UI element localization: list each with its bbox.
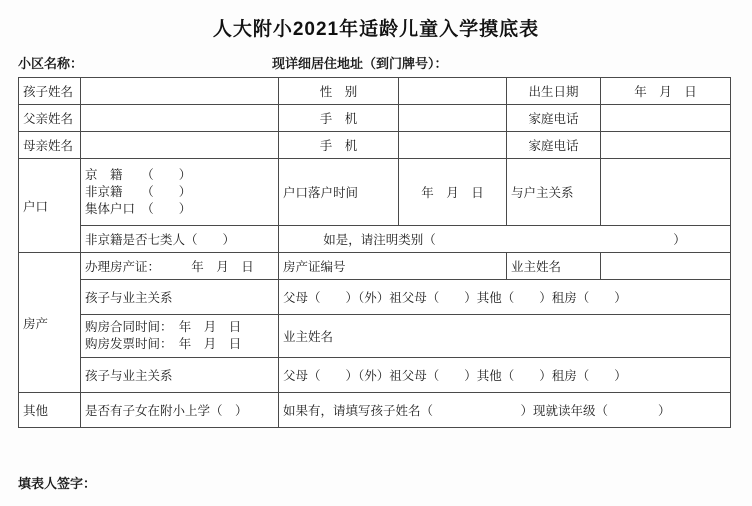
seven-types-note[interactable]: 如是，请注明类别（ ） <box>279 226 731 253</box>
mother-name-label: 母亲姓名 <box>19 132 81 159</box>
table-row <box>19 358 731 393</box>
page-title: 人大附小2021年适龄儿童入学摸底表 <box>212 19 540 40</box>
table-row <box>19 105 731 132</box>
subhead-row <box>0 49 752 75</box>
home-phone-label-2: 家庭电话 <box>507 132 601 159</box>
table-row <box>19 132 731 159</box>
property-cert-date-label[interactable]: 办理房产证： 年 月 日 <box>81 253 279 280</box>
mother-mobile-field[interactable] <box>399 132 507 159</box>
community-name-label: 小区名称： <box>18 56 84 71</box>
survey-table <box>18 77 731 428</box>
purchase-contract-date-label[interactable]: 购房合同时间： 年 月 日 <box>85 320 242 334</box>
owner-name-label-1: 业主姓名 <box>507 253 601 280</box>
hukou-options[interactable] <box>81 159 279 226</box>
seven-types-label[interactable]: 非京籍是否七类人（ ） <box>81 226 279 253</box>
table-row <box>19 280 731 315</box>
table-row <box>19 159 731 226</box>
hukou-option-beijing[interactable]: 京 籍 （ ） <box>85 167 192 182</box>
householder-relation-label: 与户主关系 <box>507 159 601 226</box>
table-row <box>19 315 731 358</box>
hukou-option-non-beijing[interactable]: 非京籍 （ ） <box>85 184 192 199</box>
child-owner-relation-label-2: 孩子与业主关系 <box>81 358 279 393</box>
purchase-invoice-date-label[interactable]: 购房发票时间： 年 月 日 <box>85 337 242 351</box>
hukou-settle-time-field[interactable]: 年 月 日 <box>399 159 507 226</box>
father-name-field[interactable] <box>81 105 279 132</box>
property-label: 房产 <box>19 253 81 393</box>
table-row <box>19 393 731 428</box>
table-row <box>19 253 731 280</box>
hukou-option-collective[interactable]: 集体户口 （ ） <box>85 201 192 216</box>
birth-date-label: 出生日期 <box>507 78 601 105</box>
home-phone-field-1[interactable] <box>601 105 731 132</box>
gender-field[interactable] <box>399 78 507 105</box>
sibling-at-school-label[interactable]: 是否有子女在附小上学（ ） <box>81 393 279 428</box>
hukou-label: 户口 <box>19 159 81 253</box>
birth-date-field[interactable]: 年 月 日 <box>601 78 731 105</box>
child-name-label: 孩子姓名 <box>19 78 81 105</box>
table-row <box>19 78 731 105</box>
householder-relation-field[interactable] <box>601 159 731 226</box>
detailed-address-label: 现详细居住地址（到门牌号）： <box>272 56 448 71</box>
child-owner-relation-label-1: 孩子与业主关系 <box>81 280 279 315</box>
father-name-label: 父亲姓名 <box>19 105 81 132</box>
sibling-detail-note[interactable]: 如果有，请填写孩子姓名（ ）现就读年级（ ） <box>279 393 731 428</box>
home-phone-label-1: 家庭电话 <box>507 105 601 132</box>
gender-label: 性 别 <box>279 78 399 105</box>
mother-name-field[interactable] <box>81 132 279 159</box>
signature-label: 填表人签字： <box>18 476 97 491</box>
mother-mobile-label: 手 机 <box>279 132 399 159</box>
child-owner-relation-options-2[interactable]: 父母（ ）（外）祖父母（ ）其他（ ）租房（ ） <box>279 358 731 393</box>
home-phone-field-2[interactable] <box>601 132 731 159</box>
owner-name-field-1[interactable] <box>601 253 731 280</box>
father-mobile-field[interactable] <box>399 105 507 132</box>
other-label: 其他 <box>19 393 81 428</box>
property-cert-no-label: 房产证编号 <box>279 253 507 280</box>
table-row <box>19 226 731 253</box>
owner-name-label-2: 业主姓名 <box>279 315 731 358</box>
purchase-dates[interactable] <box>81 315 279 358</box>
hukou-settle-time-label: 户口落户时间 <box>279 159 399 226</box>
child-owner-relation-options-1[interactable]: 父母（ ）（外）祖父母（ ）其他（ ）租房（ ） <box>279 280 731 315</box>
father-mobile-label: 手 机 <box>279 105 399 132</box>
child-name-field[interactable] <box>81 78 279 105</box>
